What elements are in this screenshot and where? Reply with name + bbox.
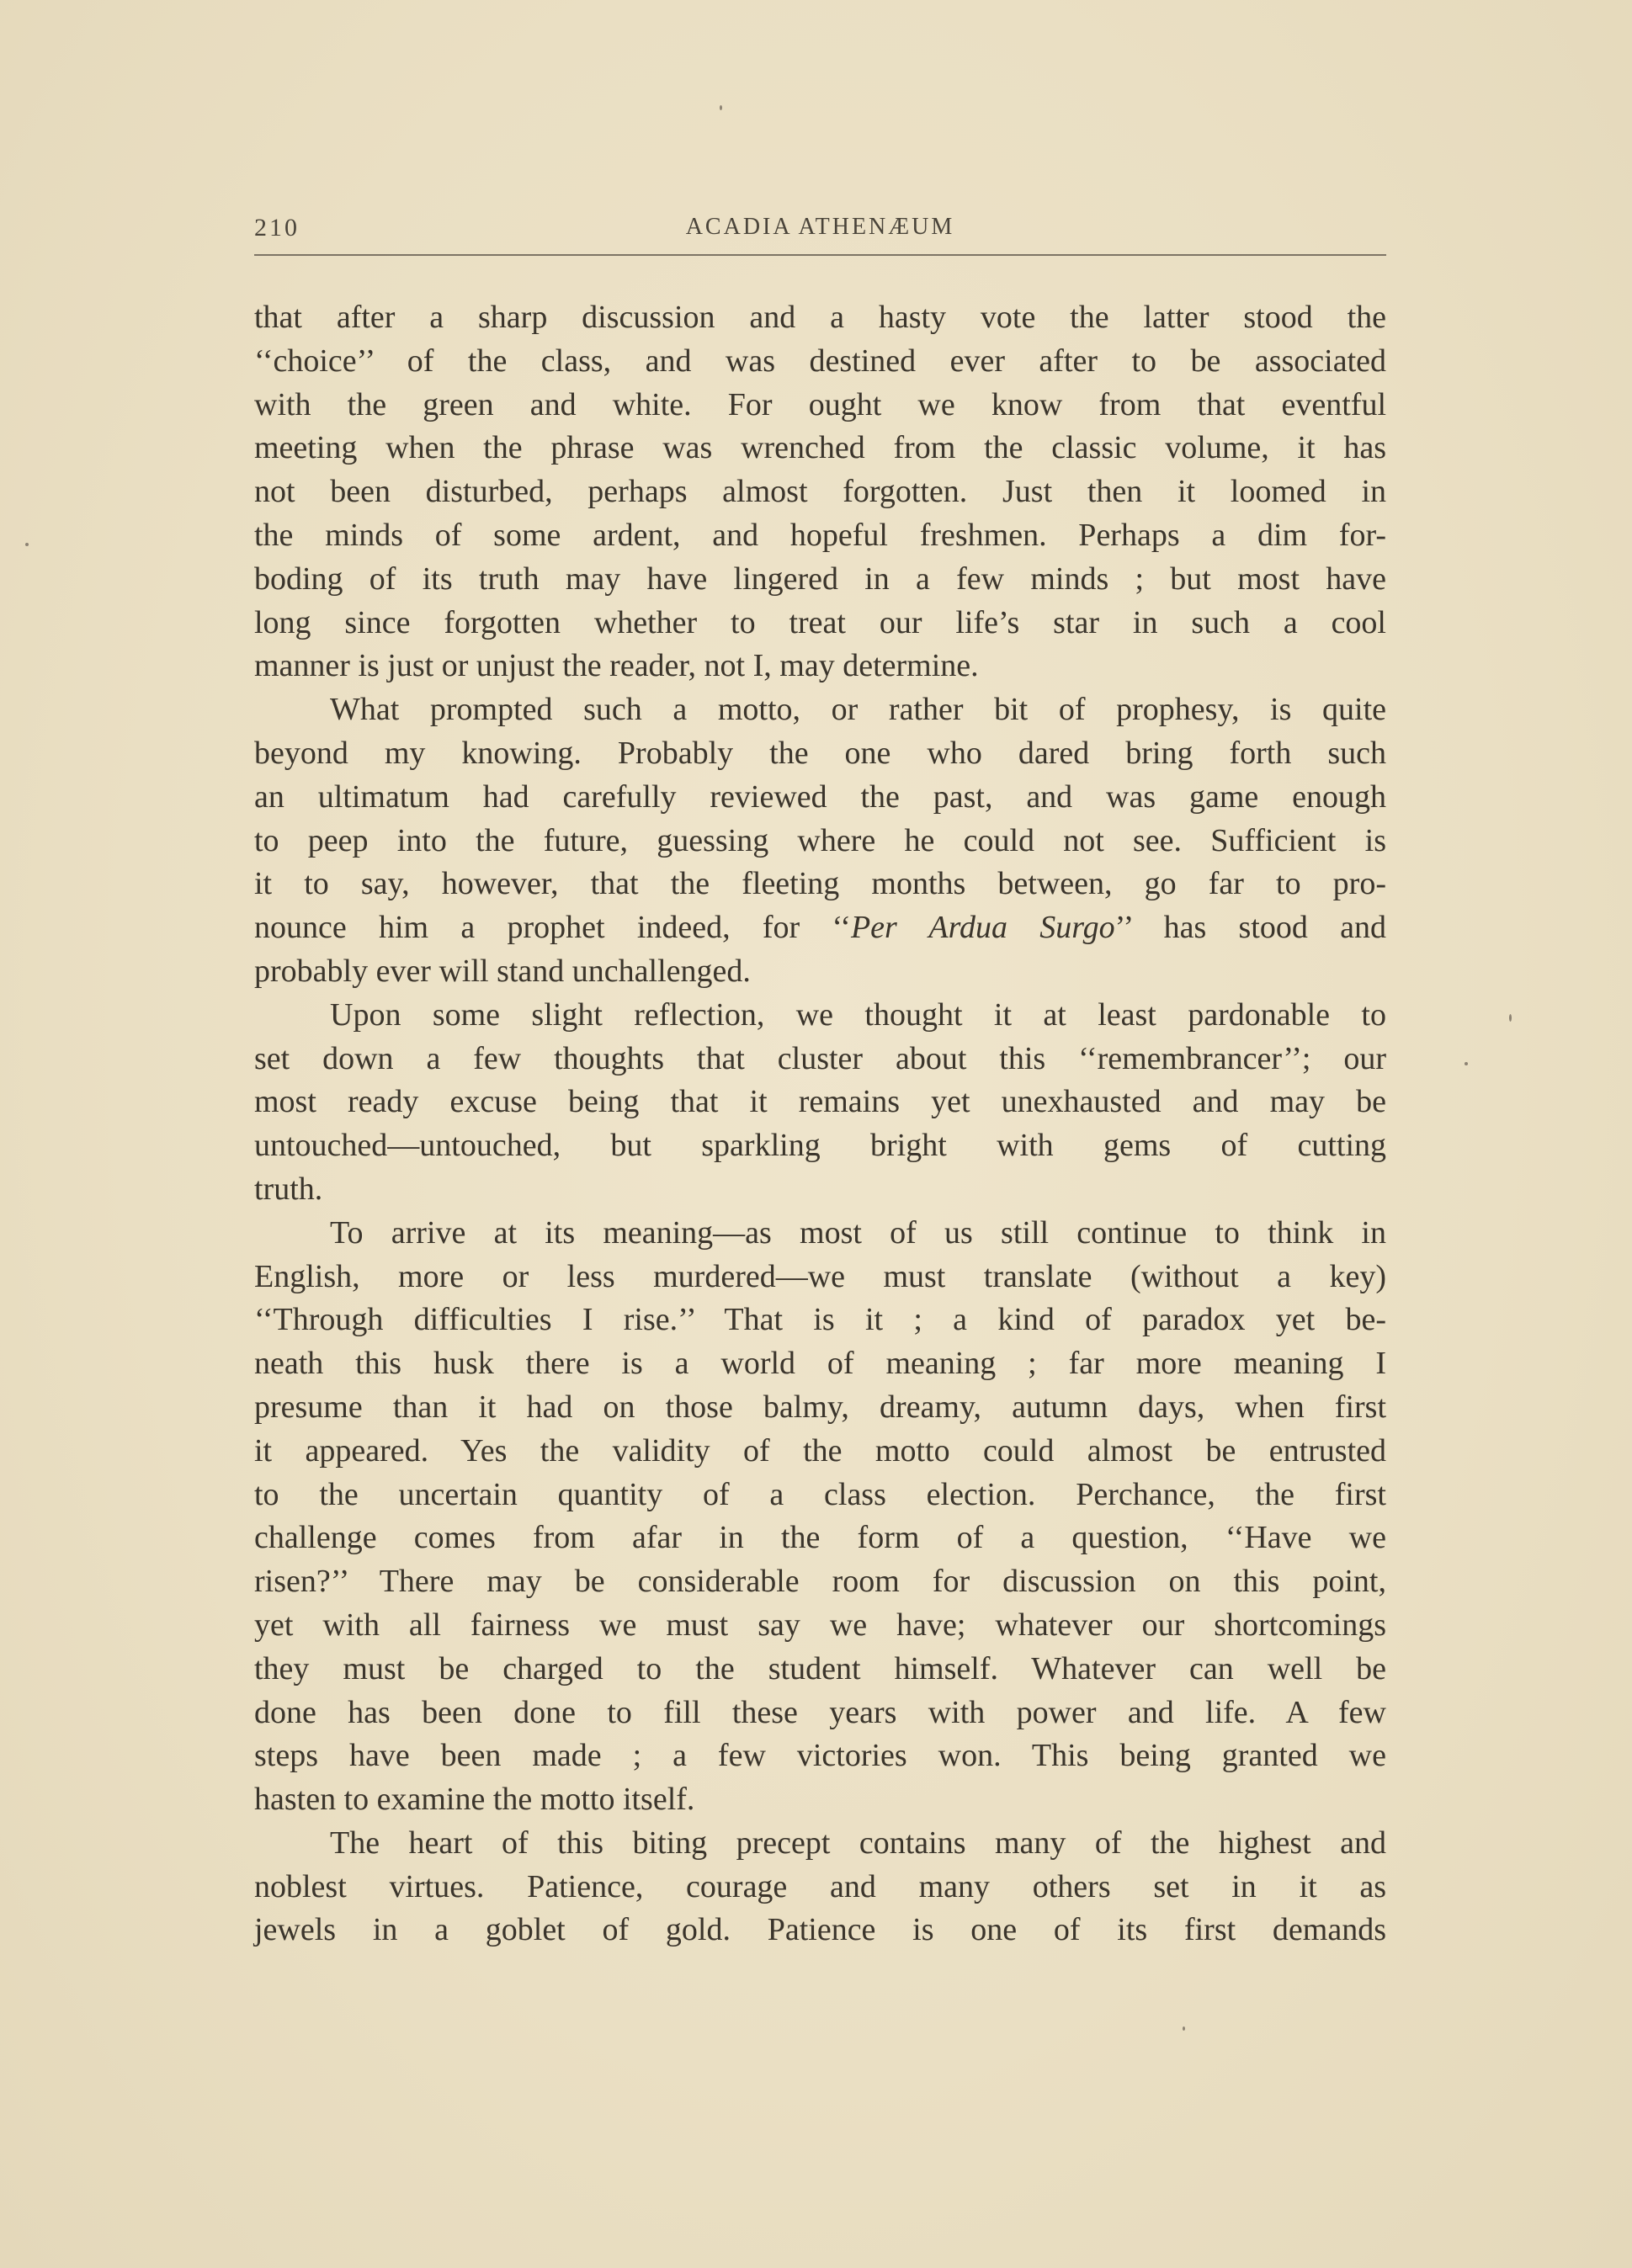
text-line: beyond my knowing. Probably the one who dared bring forth such — [254, 735, 1386, 771]
text-line: done has been done to fill these years with power and life. A few — [254, 1694, 1386, 1730]
text-line: that after a sharp discussion and a hasty vote the latter stood the — [254, 300, 1386, 335]
text-line: presume than it had on those balmy, dreamy, autumn days, when first — [254, 1389, 1386, 1425]
text-line: meeting when the phrase was wrenched from the classic volume, it has — [254, 430, 1386, 466]
text-line-with-motto — [254, 906, 1386, 950]
text-line: neath this husk there is a world of meaning ; far more meaning I — [254, 1346, 1386, 1382]
text-segment: nounce him a prophet indeed, for ‘‘ — [254, 910, 851, 946]
text-line: with the green and white. For ought we know from that eventful — [254, 386, 1386, 422]
text-line: English, more or less murdered—we must translate (without a key) — [254, 1258, 1386, 1294]
text-line: the minds of some ardent, and hopeful freshmen. Perhaps a dim for- — [254, 517, 1386, 553]
text-line: To arrive at its meaning—as most of us still continue to think in — [330, 1214, 1386, 1251]
paper-speck — [1183, 2026, 1185, 2031]
text-line: it to say, however, that the fleeting months between, go far to pro- — [254, 866, 1386, 902]
text-line: yet with all fairness we must say we have; whatever our shortcomings — [254, 1607, 1386, 1643]
text-line: ‘‘Through difficulties I rise.’’ That is it ; a kind of paradox yet be- — [254, 1302, 1386, 1338]
latin-motto: Per Ardua Surgo — [850, 910, 1115, 946]
text-line: The heart of this biting precept contains many of the highest and — [330, 1824, 1386, 1861]
paper-speck — [720, 105, 722, 110]
text-line: it appeared. Yes the validity of the motto could almost be entrusted — [254, 1432, 1386, 1469]
text-line: to the uncertain quantity of a class election. Perchance, the first — [254, 1476, 1386, 1512]
text-line: probably ever will stand unchallenged. — [254, 953, 751, 989]
paper-speck — [1509, 1014, 1512, 1022]
journal-title: ACADIA ATHENÆUM — [685, 214, 955, 240]
text-line: not been disturbed, perhaps almost forgotten. Just then it loomed in — [254, 474, 1386, 510]
text-line: truth. — [254, 1171, 323, 1207]
page-number: 210 — [254, 214, 300, 242]
text-line: manner is just or unjust the reader, not I, may determine. — [254, 648, 979, 684]
text-line: boding of its truth may have lingered in a few minds ; but most have — [254, 560, 1386, 597]
paper-speck — [25, 543, 29, 546]
text-line: an ultimatum had carefully reviewed the past, and was game enough — [254, 778, 1386, 815]
text-line: most ready excuse being that it remains yet unexhausted and may be — [254, 1084, 1386, 1120]
text-line: What prompted such a motto, or rather bit of prophesy, is quite — [330, 692, 1386, 728]
text-line: Upon some slight reflection, we thought it at least pardonable to — [330, 996, 1386, 1033]
text-segment: ’’ has stood and — [1114, 910, 1386, 946]
text-line: set down a few thoughts that cluster about this ‘‘remembrancer’’; our — [254, 1040, 1386, 1076]
text-line: long since forgotten whether to treat our life’s star in such a cool — [254, 604, 1386, 640]
text-line: steps have been made ; a few victories won. This being granted we — [254, 1738, 1386, 1774]
text-line: challenge comes from afar in the form of a question, ‘‘Have we — [254, 1520, 1386, 1556]
text-line: risen?’’ There may be considerable room for discussion on this point, — [254, 1564, 1386, 1600]
text-line: jewels in a goblet of gold. Patience is one of its first demands — [254, 1912, 1386, 1948]
running-head — [254, 209, 1386, 251]
paper-speck — [1465, 1062, 1468, 1065]
text-line: hasten to examine the motto itself. — [254, 1782, 695, 1818]
text-line: to peep into the future, guessing where he could not see. Sufficient is — [254, 822, 1386, 858]
text-line: they must be charged to the student himself. Whatever can well be — [254, 1650, 1386, 1686]
text-line: untouched—untouched, but sparkling bright with gems of cutting — [254, 1128, 1386, 1164]
header-rule — [254, 254, 1386, 256]
text-line: noblest virtues. Patience, courage and many others set in it as — [254, 1868, 1386, 1904]
article-body — [254, 296, 1386, 1952]
text-line: ‘‘choice’’ of the class, and was destined ever after to be associated — [254, 343, 1386, 379]
